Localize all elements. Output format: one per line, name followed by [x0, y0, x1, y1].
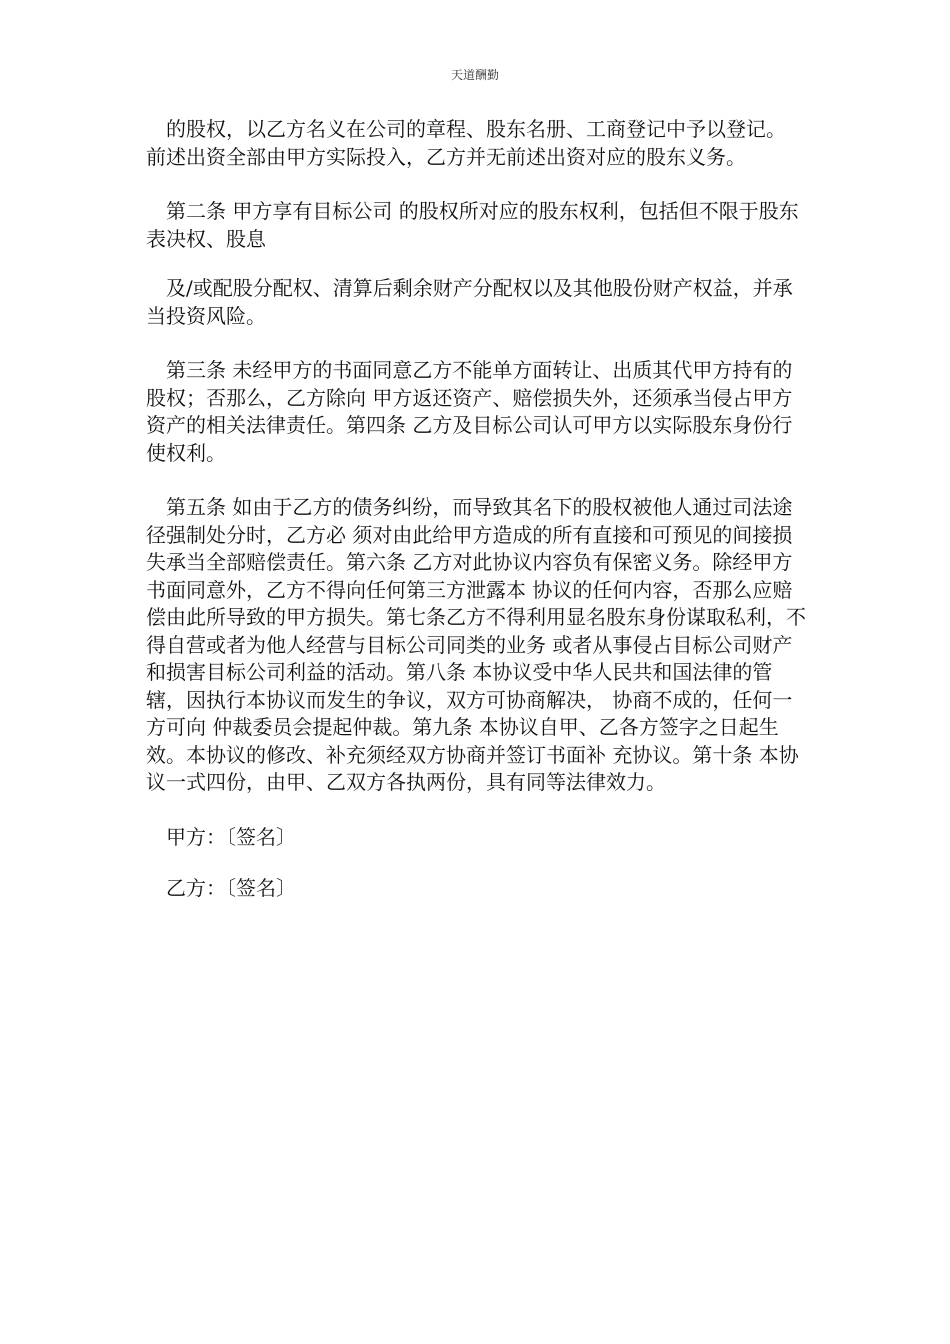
signature-party-b: 乙方：〔签名〕: [166, 876, 296, 900]
paragraph-article-5-10: 第五条 如由于乙方的债务纠纷，而导致其名下的股权被他人通过司法途径强制处分时，乙方必 须对由此给甲方造成的所有直接和可预见的间接损失承当全部赔偿责任。第六条 乙方对此协议内容负有保密义务。除经甲方书面同意外，乙方不得向任何第三方泄露本 协议的任何内容，否那么应赔偿由此所导致的甲方损失。第七条乙方不得利用显名股东身份谋取私利，不得自营或者为他人经营与目标公司同类的业务 或者从事侵占目标公司财产和损害目标公司利益的活动。第八条 本协议受中华人民共和国法律的管辖，因执行本协议而发生的争议，双方可协商解决， 协商不成的，任何一方可向 仲裁委员会提起仲裁。第九条 本协议自甲、乙各方签字之日起生效。本协议的修改、补充须经双方协商并签订书面补 充协议。第十条 本协议一式四份，由甲、乙双方各执两份，具有同等法律效力。: [146, 495, 806, 794]
paragraph-shareholding-registration: 的股权，以乙方名义在公司的章程、股东名册、工商登记中予以登记。 前述出资全部由甲方实际投入，乙方并无前述出资对应的股东义务。: [146, 117, 786, 169]
document-body: [146, 116, 806, 927]
signature-party-a: 甲方：〔签名〕: [166, 824, 296, 849]
page-header: 天道酬勤: [450, 68, 499, 82]
paragraph-article-2-continued: 及/或配股分配权、清算后剩余财产分配权以及其他股份财产权益，并承当投资风险。: [146, 276, 793, 328]
paragraph-article-2: 第二条 甲方享有目标公司 的股权所对应的股东权利，包括但不限于股东表决权、股息: [146, 199, 799, 251]
paragraph-article-3-4: 第三条 未经甲方的书面同意乙方不能单方面转让、出质其代甲方持有的股权；否那么，乙方除向 甲方返还资产、赔偿损失外，还须承当侵占甲方资产的相关法律责任。第四条 乙方及目标公司认可甲方以实际股东身份行使权利。: [146, 358, 793, 465]
